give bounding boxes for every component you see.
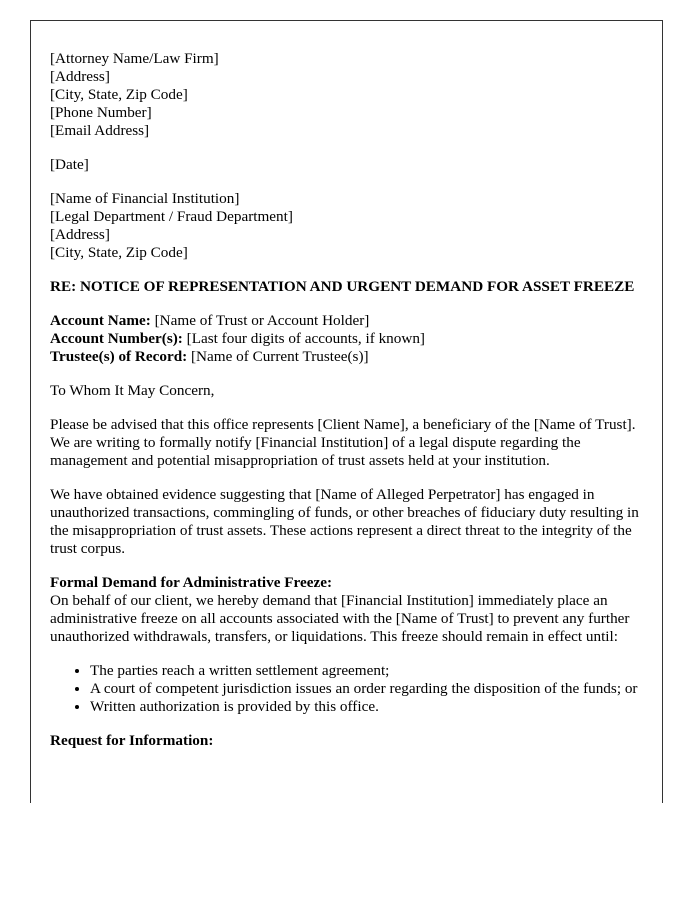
sender-block [50, 50, 643, 140]
subject-line: RE: NOTICE OF REPRESENTATION AND URGENT DEMAND FOR ASSET FREEZE [50, 278, 635, 295]
sender-line: [City, State, Zip Code] [50, 86, 188, 103]
recipient-line: [City, State, Zip Code] [50, 244, 188, 261]
sender-line: [Phone Number] [50, 104, 152, 121]
body-paragraph: We have obtained evidence suggesting that [Name of Alleged Perpetrator] has engaged in unauthorized transactions, commingling of funds, or other breaches of fiduciary duty resulting in the misappropriation of trust assets. These actions represent a direct threat to the integrity of the trust corpus. [50, 486, 639, 557]
body-paragraph: Please be advised that this office represents [Client Name], a beneficiary of the [Name of Trust]. We are writing to formally notify [Financial Institution] of a legal dispute regarding the management and potential misappropriation of trust assets held at your institution. [50, 416, 636, 469]
list-item: • A court of competent jurisdiction issues an order regarding the disposition of the funds; or [90, 680, 643, 698]
sender-line: [Address] [50, 68, 110, 85]
account-details [50, 312, 643, 366]
account-number-value: [Last four digits of accounts, if known] [182, 330, 425, 347]
salutation: To Whom It May Concern, [50, 382, 215, 399]
sender-line: [Attorney Name/Law Firm] [50, 50, 219, 67]
trustee-label: Trustee(s) of Record: [50, 348, 188, 365]
recipient-line: [Name of Financial Institution] [50, 190, 240, 207]
list-item: • Written authorization is provided by this office. [90, 698, 643, 716]
recipient-line: [Legal Department / Fraud Department] [50, 208, 293, 225]
account-name-value: [Name of Trust or Account Holder] [150, 312, 370, 329]
account-number-label: Account Number(s): [50, 330, 183, 347]
sender-line: [Email Address] [50, 122, 150, 139]
date: [Date] [50, 156, 89, 173]
letter-page [30, 20, 663, 803]
recipient-line: [Address] [50, 226, 110, 243]
demand-body: On behalf of our client, we hereby demand that [Financial Institution] immediately place an administrative freeze on all accounts associated with the [Name of Trust] to prevent any further unauthorized withdrawals, transfers, or liquidations. This freeze should remain in effect until: [50, 592, 630, 645]
account-name-label: Account Name: [50, 312, 151, 329]
demand-heading: Formal Demand for Administrative Freeze: [50, 574, 333, 591]
demand-section [50, 574, 643, 646]
list-item: • The parties reach a written settlement agreement; [90, 662, 643, 680]
recipient-block [50, 190, 643, 262]
trustee-value: [Name of Current Trustee(s)] [187, 348, 369, 365]
request-heading: Request for Information: [50, 732, 214, 749]
conditions-list [50, 662, 643, 716]
